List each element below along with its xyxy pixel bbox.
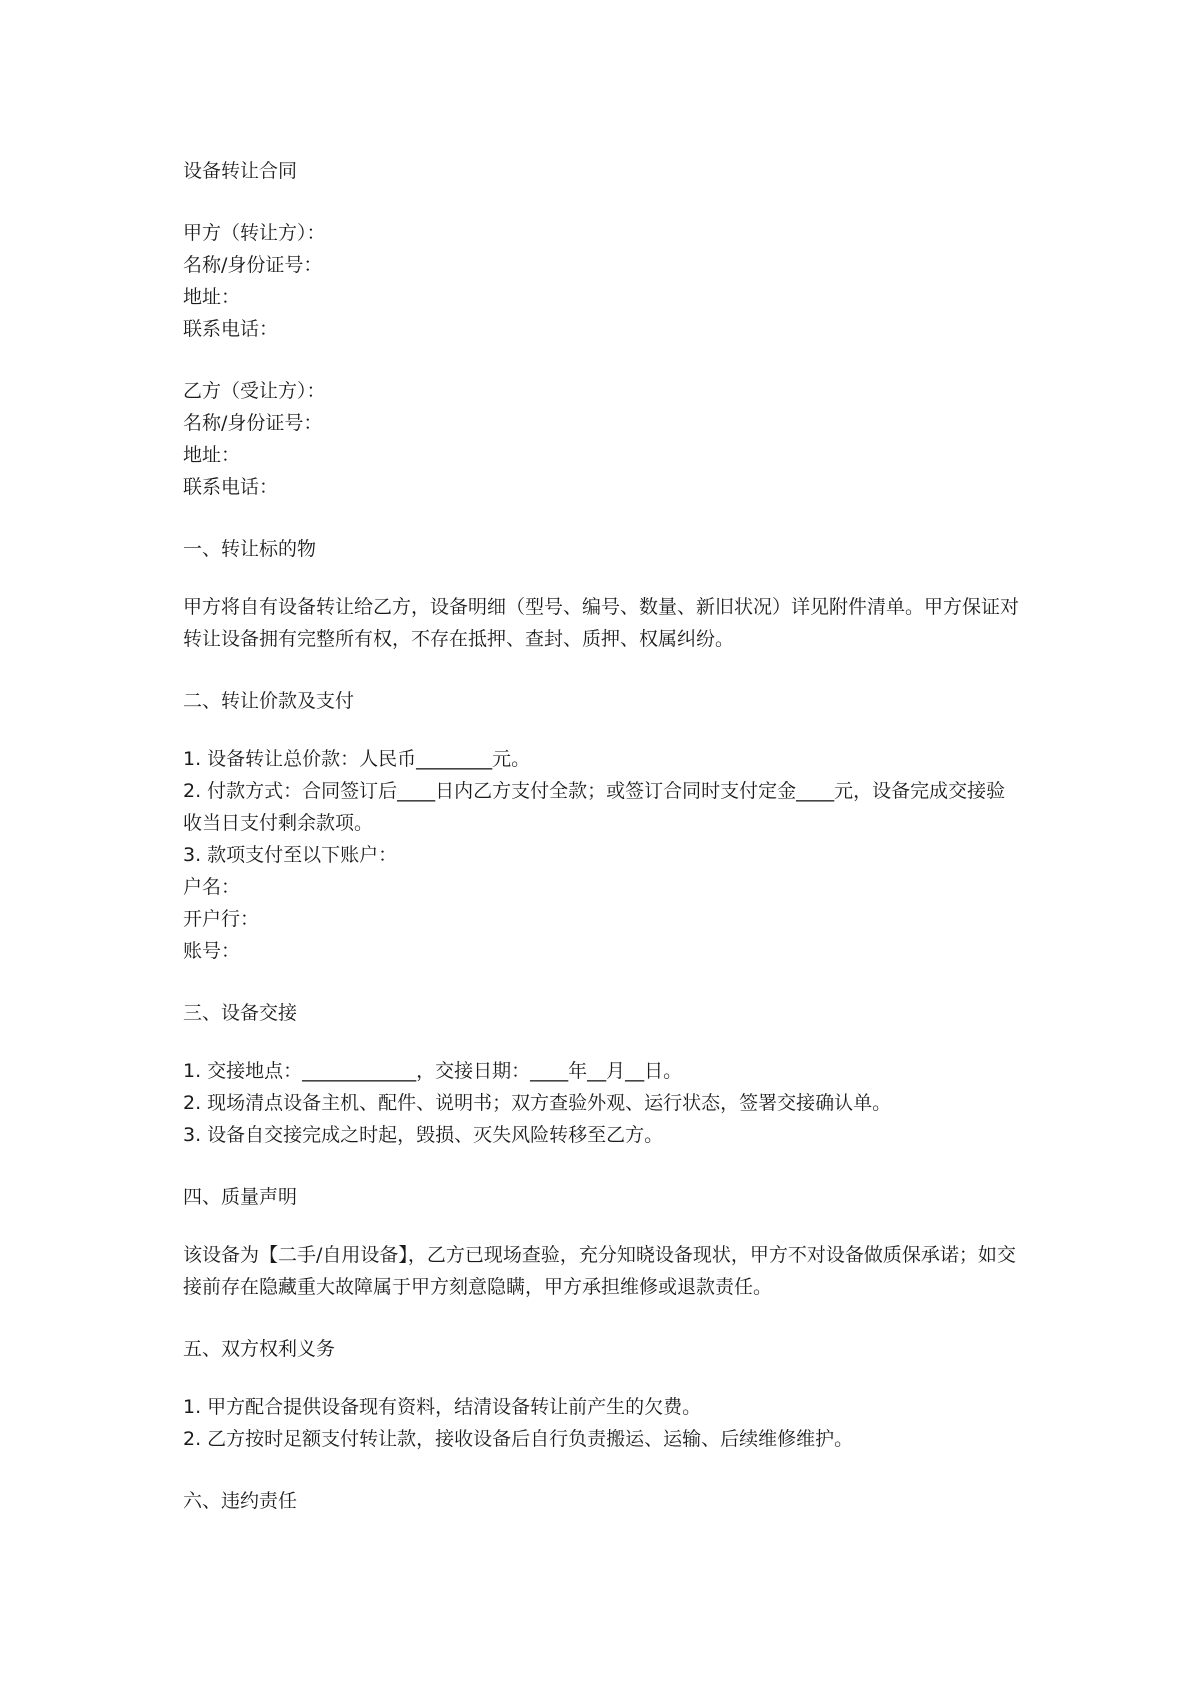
document-title: 设备转让合同 [183, 160, 298, 182]
section-5-heading: 五、双方权利义务 [183, 1338, 336, 1360]
section-3-heading: 三、设备交接 [183, 1002, 298, 1024]
account-number-label: 账号： [183, 940, 241, 962]
party-b-address-label: 地址： [183, 444, 241, 466]
section-5-item-1: 1. 甲方配合提供设备现有资料，结清设备转让前产生的欠费。 [183, 1396, 702, 1418]
party-a-heading: 甲方（转让方）： [183, 222, 326, 244]
section-3-item-3: 3. 设备自交接完成之时起，毁损、灭失风险转移至乙方。 [183, 1124, 664, 1146]
section-2-item-3: 3. 款项支付至以下账户： [183, 844, 398, 866]
account-name-label: 户名： [183, 876, 241, 898]
party-b-name-label: 名称/身份证号： [183, 412, 323, 434]
contract-document [183, 155, 1023, 1517]
section-6-heading: 六、违约责任 [183, 1490, 298, 1512]
party-a-address-label: 地址： [183, 286, 241, 308]
section-5-item-2: 2. 乙方按时足额支付转让款，接收设备后自行负责搬运、运输、后续维修维护。 [183, 1428, 854, 1450]
section-1-body: 甲方将自有设备转让给乙方，设备明细（型号、编号、数量、新旧状况）详见附件清单。甲方保证对转让设备拥有完整所有权，不存在抵押、查封、质押、权属纠纷。 [183, 596, 1020, 650]
party-b-heading: 乙方（受让方）： [183, 380, 326, 402]
section-2-item-1: 1. 设备转让总价款：人民币________元。 [183, 748, 531, 770]
section-2-heading: 二、转让价款及支付 [183, 690, 355, 712]
section-1-heading: 一、转让标的物 [183, 538, 317, 560]
party-a-name-label: 名称/身份证号： [183, 254, 323, 276]
party-b-phone-label: 联系电话： [183, 476, 279, 498]
section-3-item-1: 1. 交接地点：____________，交接日期：____年__月__日。 [183, 1060, 683, 1082]
section-4-body: 该设备为【二手/自用设备】，乙方已现场查验，充分知晓设备现状，甲方不对设备做质保承诺；如交接前存在隐藏重大故障属于甲方刻意隐瞒，甲方承担维修或退款责任。 [183, 1244, 1016, 1298]
party-a-phone-label: 联系电话： [183, 318, 279, 340]
section-2-item-2: 2. 付款方式：合同签订后____日内乙方支付全款；或签订合同时支付定金____元，设备完成交接验收当日支付剩余款项。 [183, 780, 1006, 834]
bank-label: 开户行： [183, 908, 260, 930]
section-3-item-2: 2. 现场清点设备主机、配件、说明书；双方查验外观、运行状态，签署交接确认单。 [183, 1092, 892, 1114]
section-4-heading: 四、质量声明 [183, 1186, 298, 1208]
